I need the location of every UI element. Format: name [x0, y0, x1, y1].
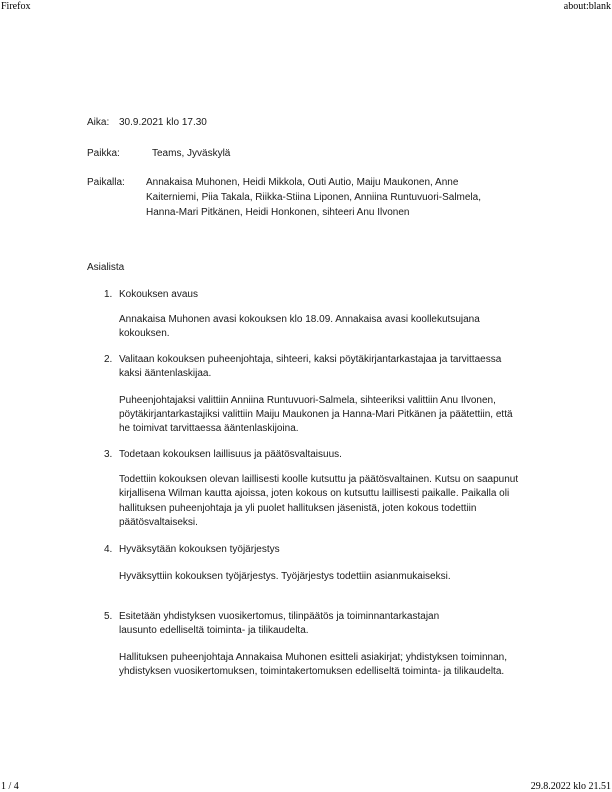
agenda-item-title: lausunto edelliseltä toiminta- ja tilikaudelta.	[119, 625, 309, 636]
time-value: 30.9.2021 klo 17.30	[119, 117, 207, 128]
browser-app-name: Firefox	[1, 1, 31, 12]
agenda-item-number: 5.	[104, 611, 113, 622]
agenda-item-body: Hyväksyttiin kokouksen työjärjestys. Työjärjestys todettiin asianmukaiseksi.	[119, 571, 451, 582]
browser-url: about:blank	[563, 1, 611, 12]
present-line: Annakaisa Muhonen, Heidi Mikkola, Outi Autio, Maiju Maukonen, Anne	[146, 177, 459, 188]
agenda-item-title: Valitaan kokouksen puheenjohtaja, sihteeri, kaksi pöytäkirjantarkastajaa ja tarvittaessa	[119, 354, 502, 365]
agenda-item-body: kirjallisena Wilman kautta ajoissa, joten kokous on kutsuttu laillisesti paikalle. Paikalla oli	[119, 488, 510, 499]
agenda-item-title: Kokouksen avaus	[119, 289, 198, 300]
present-line: Hanna-Mari Pitkänen, Heidi Honkonen, sihteeri Anu Ilvonen	[146, 207, 410, 218]
agenda-item-number: 3.	[104, 449, 113, 460]
agenda-item-body: Annakaisa Muhonen avasi kokouksen klo 18.09. Annakaisa avasi koollekutsujana	[119, 314, 480, 325]
agenda-item-number: 4.	[104, 544, 113, 555]
agenda-item-body: päätösvaltaiseksi.	[119, 517, 198, 528]
agenda-item-body: kokouksen.	[119, 328, 170, 339]
agenda-heading: Asialista	[87, 262, 125, 273]
present-line: Kaiterniemi, Piia Takala, Riikka-Stiina Liponen, Anniina Runtuvuori-Salmela,	[146, 192, 481, 203]
present-label: Paikalla:	[87, 177, 125, 188]
agenda-item-body: hallituksen puheenjohtaja ja yli puolet hallituksen jäsenistä, joten kokous todettiin	[119, 503, 477, 514]
agenda-item-title: Todetaan kokouksen laillisuus ja päätösvaltaisuus.	[119, 449, 342, 460]
agenda-item-body: pöytäkirjantarkastajiksi valittiin Maiju Maukonen ja Hanna-Mari Pitkänen ja päätettiin, että	[119, 409, 513, 420]
agenda-item-body: Hallituksen puheenjohtaja Annakaisa Muhonen esitteli asiakirjat; yhdistyksen toiminnan,	[119, 652, 508, 663]
agenda-item-body: yhdistyksen vuosikertomuksen, toimintakertomuksen edelliseltä toiminta- ja tilikaudelta.	[119, 666, 505, 677]
agenda-item-number: 2.	[104, 354, 113, 365]
agenda-item-body: Puheenjohtajaksi valittiin Anniina Runtuvuori-Salmela, sihteeriksi valittiin Anu Ilvonen,	[119, 395, 496, 406]
agenda-item-body: he toimivat tarvittaessa ääntenlaskijoina.	[119, 423, 299, 434]
agenda-item-body: Todettiin kokouksen olevan laillisesti koolle kutsuttu ja päätösvaltainen. Kutsu on saapunut	[119, 474, 519, 485]
agenda-item-title: Esitetään yhdistyksen vuosikertomus, tilinpäätös ja toiminnantarkastajan	[119, 611, 440, 622]
agenda-item-title: Hyväksytään kokouksen työjärjestys	[119, 544, 280, 555]
time-label: Aika:	[87, 117, 110, 128]
place-label: Paikka:	[87, 148, 120, 159]
agenda-item-number: 1.	[104, 289, 113, 300]
agenda-item-title: kaksi ääntenlaskijaa.	[119, 368, 212, 379]
place-value: Teams, Jyväskylä	[152, 148, 231, 159]
page-indicator: 1 / 4	[1, 781, 19, 792]
print-timestamp: 29.8.2022 klo 21.51	[530, 781, 611, 792]
